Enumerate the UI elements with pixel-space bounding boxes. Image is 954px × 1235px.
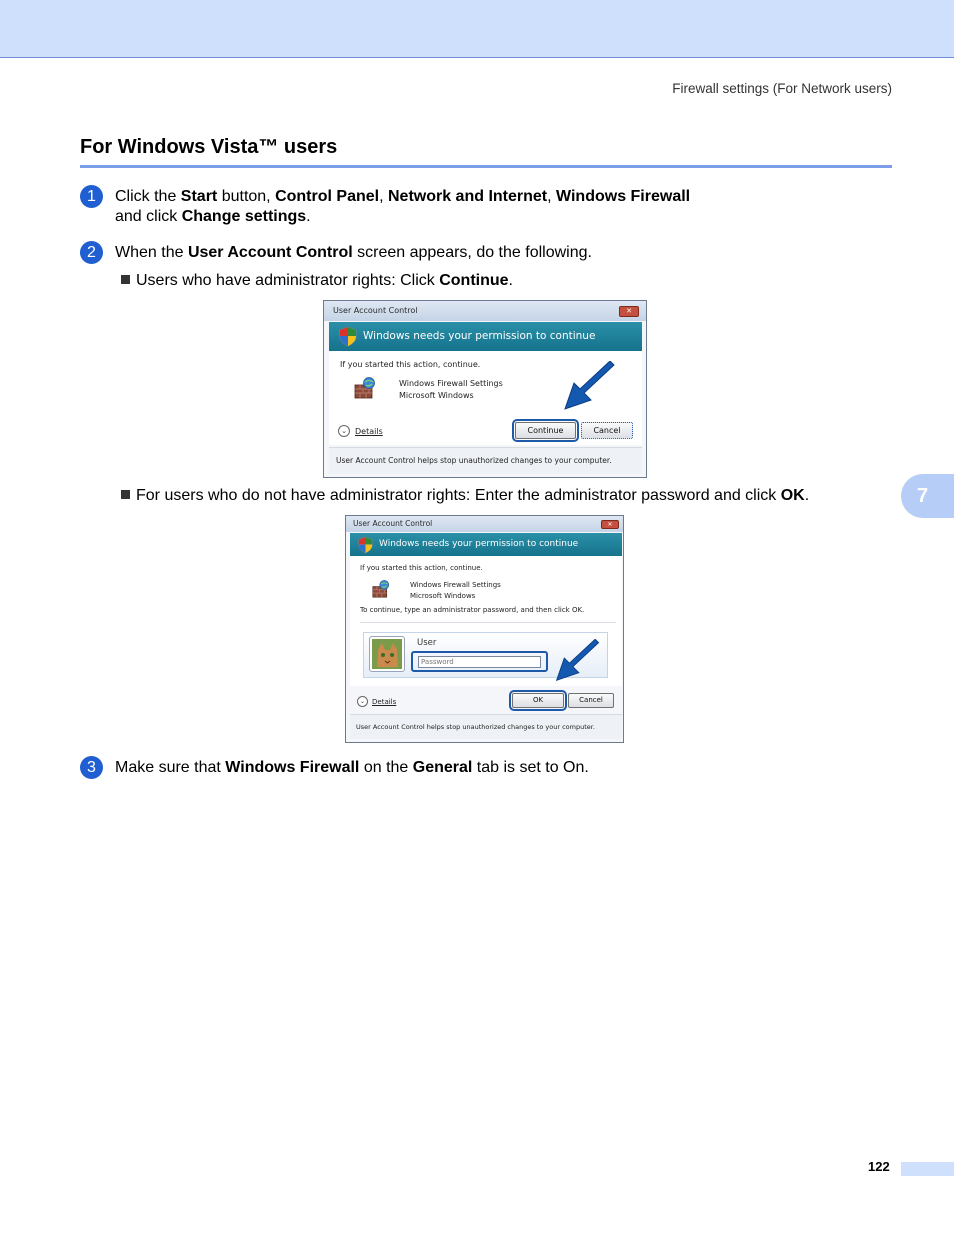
- dialog-1-footer: [329, 447, 642, 474]
- section-rule: [80, 165, 892, 168]
- dialog-1-titlebar: [324, 301, 646, 321]
- running-header: Firewall settings (For Network users): [672, 81, 892, 96]
- details-chevron-icon[interactable]: ⌄: [338, 425, 350, 437]
- dialog-2-titlebar: [346, 516, 623, 532]
- bullet-non-admin: For users who do not have administrator rights: Enter the administrator password and click OK.: [121, 486, 809, 506]
- details-toggle[interactable]: Details: [372, 698, 397, 706]
- dialog-1-title: User Account Control: [333, 306, 418, 315]
- close-button[interactable]: ✕: [601, 520, 619, 529]
- dialog-1-intro: If you started this action, continue.: [340, 360, 481, 369]
- dialog-2-intro: If you started this action, continue.: [360, 564, 483, 572]
- step-1-line-1: Click the Start button, Control Panel, Network and Internet, Windows Firewall: [115, 188, 691, 205]
- uac-dialog-admin: [323, 300, 647, 478]
- page-number: 122: [868, 1159, 890, 1174]
- dialog-1-banner: [329, 322, 642, 351]
- cancel-button[interactable]: Cancel: [568, 693, 614, 708]
- page-number-bar: [901, 1162, 954, 1176]
- dialog-1-banner-text: Windows needs your permission to continue: [363, 330, 596, 342]
- dialog-2-footer: [350, 714, 622, 739]
- top-band: [0, 0, 954, 58]
- firewall-icon: [372, 580, 390, 598]
- ok-button[interactable]: OK: [512, 693, 564, 708]
- step-1-number: 1: [80, 185, 103, 208]
- step-3-number: 3: [80, 756, 103, 779]
- dialog-2-footer-text: User Account Control helps stop unauthorized changes to your computer.: [356, 723, 595, 731]
- dialog-2-banner: [350, 533, 622, 556]
- pointer-arrow-icon: [562, 361, 618, 413]
- password-highlight: [411, 651, 548, 672]
- pointer-arrow-icon: [554, 639, 602, 684]
- dialog-2-publisher: Microsoft Windows: [410, 592, 476, 600]
- uac-dialog-non-admin: [345, 515, 624, 743]
- cancel-button[interactable]: Cancel: [581, 422, 633, 439]
- section-title: For Windows Vista™ users: [80, 136, 338, 158]
- shield-icon: [339, 326, 357, 347]
- dialog-2-divider: [360, 622, 616, 623]
- password-input[interactable]: [418, 656, 541, 668]
- dialog-1-program-name: Windows Firewall Settings: [399, 379, 503, 388]
- bullet-square-icon: [121, 490, 130, 499]
- chapter-tab: 7: [901, 474, 954, 518]
- user-name-label: User: [417, 638, 437, 648]
- dialog-2-banner-text: Windows needs your permission to continue: [379, 539, 579, 549]
- firewall-icon: [354, 377, 376, 399]
- dialog-2-instruction: To continue, type an administrator password, and then click OK.: [360, 606, 585, 614]
- dialog-2-program-name: Windows Firewall Settings: [410, 581, 501, 589]
- close-button[interactable]: ✕: [619, 306, 639, 317]
- user-avatar: [369, 636, 405, 672]
- cat-avatar-icon: [370, 637, 404, 671]
- dialog-1-footer-text: User Account Control helps stop unauthorized changes to your computer.: [336, 456, 612, 465]
- shield-icon: [358, 536, 373, 554]
- dialog-1-publisher: Microsoft Windows: [399, 391, 474, 400]
- step-1-line-2: and click Change settings.: [115, 208, 311, 225]
- details-toggle[interactable]: Details: [355, 427, 383, 436]
- dialog-2-title: User Account Control: [353, 519, 433, 528]
- bullet-square-icon: [121, 275, 130, 284]
- continue-button[interactable]: Continue: [515, 422, 576, 439]
- bullet-admin: Users who have administrator rights: Click Continue.: [121, 271, 513, 291]
- details-chevron-icon[interactable]: ⌄: [357, 696, 368, 707]
- step-2-number: 2: [80, 241, 103, 264]
- step-3-text: Make sure that Windows Firewall on the General tab is set to On.: [115, 759, 589, 776]
- step-2-text: When the User Account Control screen appears, do the following.: [115, 244, 592, 261]
